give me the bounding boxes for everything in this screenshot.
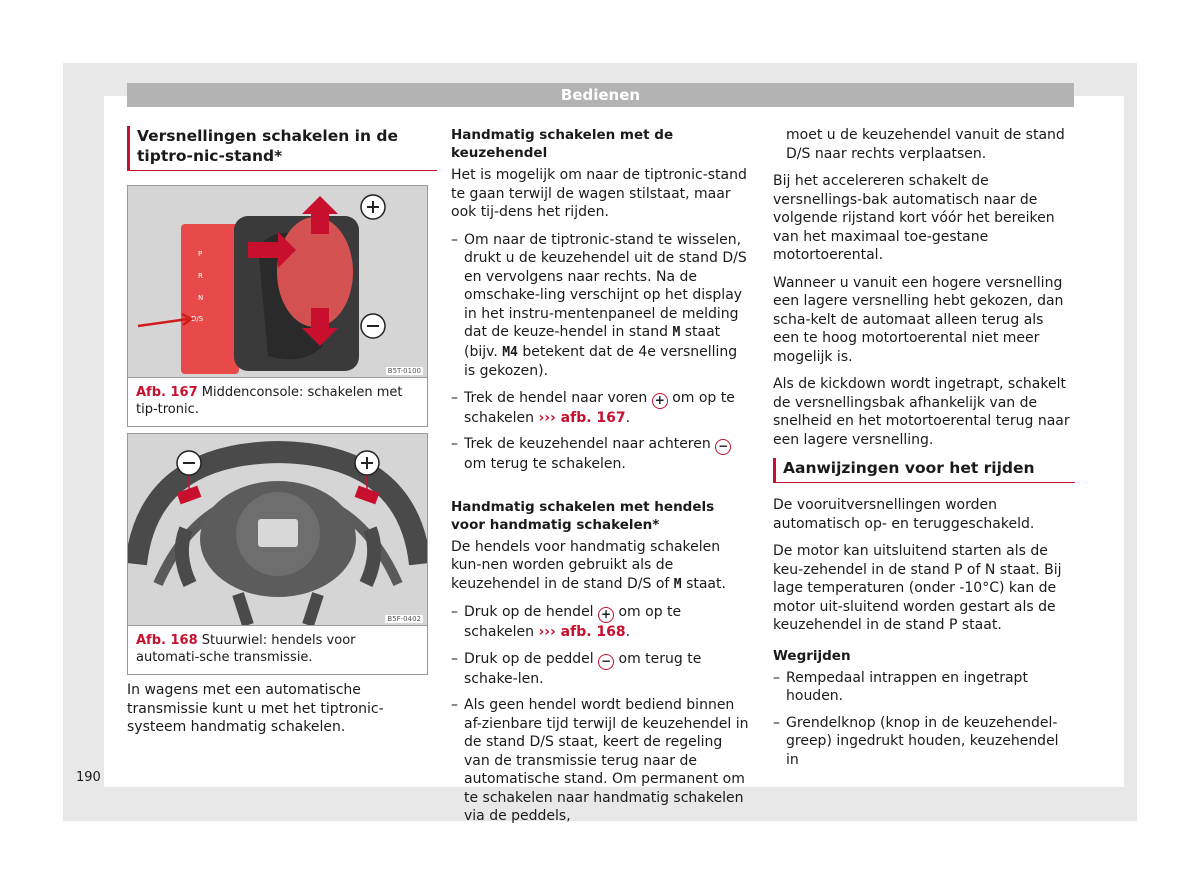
section-heading-tiptronic: Versnellingen schakelen in de tiptro-nic-stand* bbox=[127, 126, 437, 171]
list-item: – Rempedaal intrappen en ingetrapt houden. bbox=[773, 669, 1073, 706]
figure-168-image bbox=[128, 434, 427, 625]
figure-168 bbox=[127, 433, 428, 675]
subheading-paddles: Handmatig schakelen met hendels voor handmatig schakelen* bbox=[451, 498, 715, 533]
middle-column bbox=[451, 126, 751, 834]
paragraph: De hendels voor handmatig schakelen kun-nen worden gebruikt als de keuzehendel in de stand D/S of M staat. bbox=[451, 538, 726, 592]
right-column-bottom bbox=[773, 496, 1073, 777]
gear-letter-p: P bbox=[198, 250, 203, 258]
list-item: – Trek de hendel naar voren + om op te schakelen ››› afb. 167. bbox=[451, 389, 751, 428]
section-heading-driving: Aanwijzingen voor het rijden bbox=[773, 458, 1075, 483]
minus-icon: − bbox=[715, 439, 731, 455]
plus-icon: + bbox=[598, 607, 614, 623]
gear-letter-n: N bbox=[198, 294, 204, 302]
paragraph: De vooruitversnellingen worden automatisch op- en teruggeschakeld. bbox=[773, 497, 1035, 532]
list-item: – Als geen hendel wordt bediend binnen af-zienbare tijd terwijl de keuzehendel in de stand D/S staat, keert de regeling van de transmissie terug naar de automatische stand. Om permanent om te schakelen naar handmatig schakelen via de peddels, bbox=[451, 696, 751, 826]
paragraph: Wanneer u vanuit een hogere versnelling een lagere versnelling hebt gekozen, dan scha-kelt de automaat alleen terug als een te hoog motortoerental niet meer mogelijk is. bbox=[773, 274, 1064, 365]
right-column-top bbox=[773, 126, 1073, 458]
figure-reference-link[interactable]: ››› afb. 168 bbox=[538, 624, 626, 640]
paragraph: Als de kickdown wordt ingetrapt, schakelt de versnellingsbak afhankelijk van de snelheid en het motortoerental terug naar een lagere versnelling. bbox=[773, 376, 1070, 448]
paragraph: De motor kan uitsluitend starten als de keu-zehendel in de stand P of N staat. Bij lage temperaturen (onder -10°C) kan de motor uit-sluitend worden gestart als de keuzehendel in de stand P staat. bbox=[773, 543, 1062, 633]
list-item: – Druk op de peddel − om terug te schake-len. bbox=[451, 650, 751, 689]
list-item: – Grendelknop (knop in de keuzehendel-greep) ingedrukt houden, keuzehendel in bbox=[773, 714, 1073, 770]
gear-indicator-panel bbox=[181, 224, 239, 374]
figure-reference-link[interactable]: ››› afb. 167 bbox=[538, 409, 626, 426]
gear-letter-r: R bbox=[198, 272, 203, 280]
caption-text: Stuurwiel: hendels voor automati-sche transmissie. bbox=[136, 633, 356, 665]
subheading-driving-off: Wegrijden bbox=[773, 647, 851, 664]
list-item: – Druk op de hendel + om op te schakelen ››› afb. 168. bbox=[451, 603, 751, 642]
figure-167 bbox=[127, 185, 428, 427]
gear-letter-ds: D/S bbox=[191, 315, 204, 323]
subheading-selector: Handmatig schakelen met de keuzehendel bbox=[451, 127, 674, 161]
section-header: Bedienen bbox=[127, 83, 1074, 107]
steering-wheel-illustration bbox=[128, 434, 427, 625]
continuation: moet u de keuzehendel vanuit de stand D/S naar rechts verplaatsen. bbox=[786, 127, 1065, 162]
plus-icon: + bbox=[652, 393, 668, 409]
list-item: – Trek de keuzehendel naar achteren − om terug te schakelen. bbox=[451, 435, 751, 474]
figure-168-caption bbox=[128, 625, 427, 674]
paragraph: Het is mogelijk om naar de tiptronic-stand te gaan terwijl de wagen stilstaat, maar ook tij-dens het rijden. bbox=[451, 167, 747, 220]
figure-code: B5T-0100 bbox=[387, 367, 421, 375]
list-item: – Om naar de tiptronic-stand te wisselen, drukt u de keuzehendel uit de stand D/S en vervolgens naar rechts. Na de omschake-ling verschijnt op het display in het instru-mentenpaneel de melding dat de keuze-hendel in stand M staat (bijv. M4 betekent dat de 4e versnelling is gekozen). bbox=[451, 231, 751, 381]
page-number: 190 bbox=[76, 770, 101, 785]
figure-167-caption bbox=[128, 377, 427, 426]
intro-paragraph: In wagens met een automatische transmissie kunt u met het tiptronic-systeem handmatig schakelen. bbox=[127, 682, 384, 735]
brand-logo-icon bbox=[258, 519, 298, 547]
left-intro bbox=[127, 681, 427, 746]
minus-icon: − bbox=[598, 654, 614, 670]
figure-label: Afb. 168 bbox=[136, 633, 198, 648]
paragraph: Bij het accelereren schakelt de versnellings-bak automatisch naar de volgende rijstand kort vóór het bereiken van het maximaal toe-gestane motortoerental. bbox=[773, 173, 1055, 263]
figure-code: B5F-0402 bbox=[387, 615, 421, 623]
figure-167-image bbox=[128, 186, 427, 377]
gear-selector-illustration bbox=[128, 186, 427, 377]
figure-label: Afb. 167 bbox=[136, 385, 198, 400]
caption-text: Middenconsole: schakelen met tip-tronic. bbox=[136, 385, 403, 417]
